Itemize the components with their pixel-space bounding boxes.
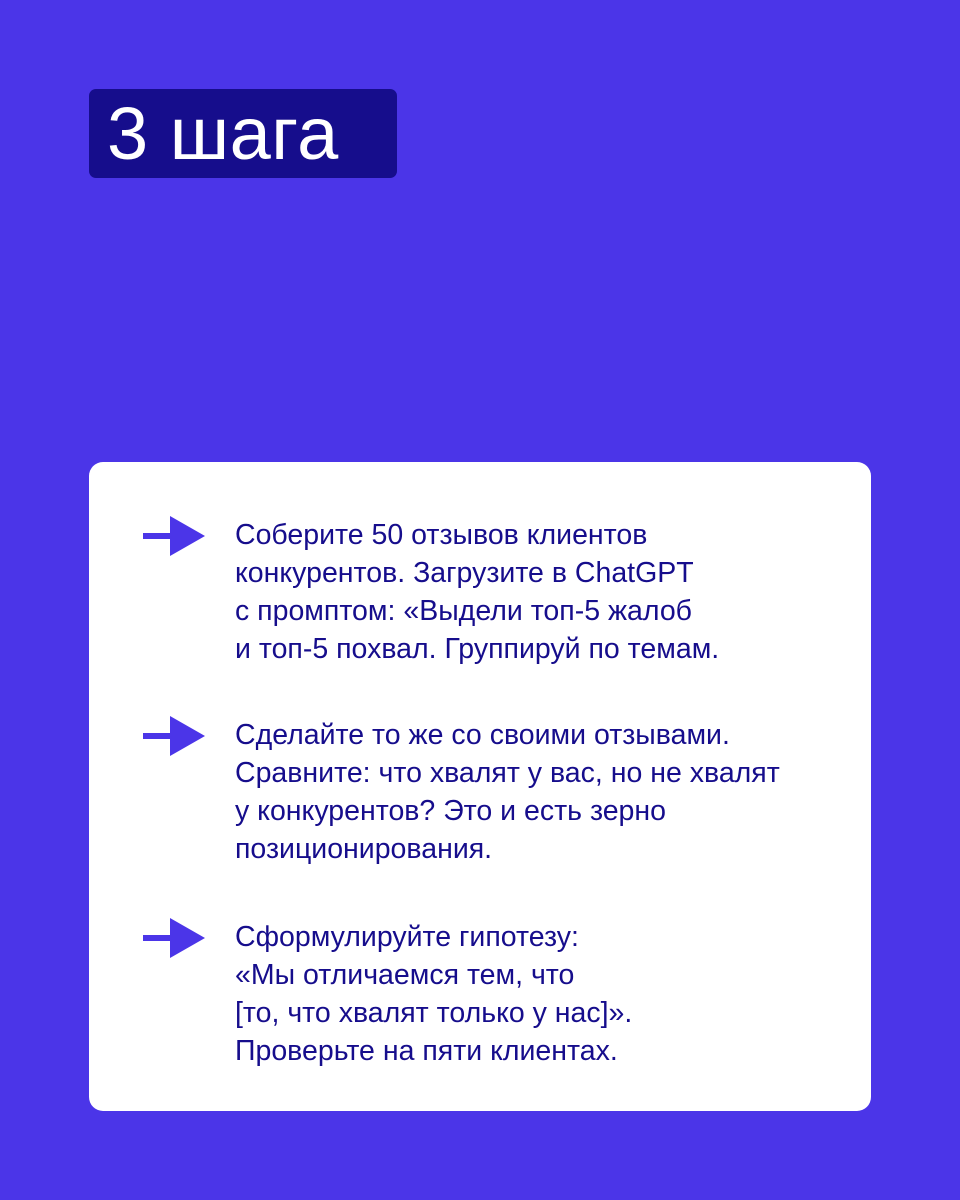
steps-card: [89, 462, 871, 1111]
step-line: конкурентов. Загрузите в ChatGPT: [235, 557, 694, 589]
arrow-right-icon: [143, 918, 205, 958]
step-line: «Мы отличаемся тем, что: [235, 959, 575, 991]
step-text: [235, 516, 855, 668]
step-line: Сделайте то же со своими отзывами.: [235, 719, 730, 751]
page-title: 3 шага: [107, 91, 339, 175]
arrow-right-icon: [143, 516, 205, 556]
step-text: [235, 918, 855, 1070]
step-line: Соберите 50 отзывов клиентов: [235, 519, 648, 551]
step-line: позиционирования.: [235, 833, 493, 865]
step-line: Сформулируйте гипотезу:: [235, 921, 579, 953]
step-line: у конкурентов? Это и есть зерно: [235, 795, 666, 827]
title-badge: [89, 89, 397, 178]
arrow-right-icon: [143, 716, 205, 756]
step-line: [то, что хвалят только у нас]».: [235, 997, 633, 1029]
step-line: Проверьте на пяти клиентах.: [235, 1035, 618, 1067]
step-line: Сравните: что хвалят у вас, но не хвалят: [235, 757, 780, 789]
step-text: [235, 716, 855, 868]
step-line: с промптом: «Выдели топ-5 жалоб: [235, 595, 693, 627]
step-line: и топ-5 похвал. Группируй по темам.: [235, 633, 720, 665]
